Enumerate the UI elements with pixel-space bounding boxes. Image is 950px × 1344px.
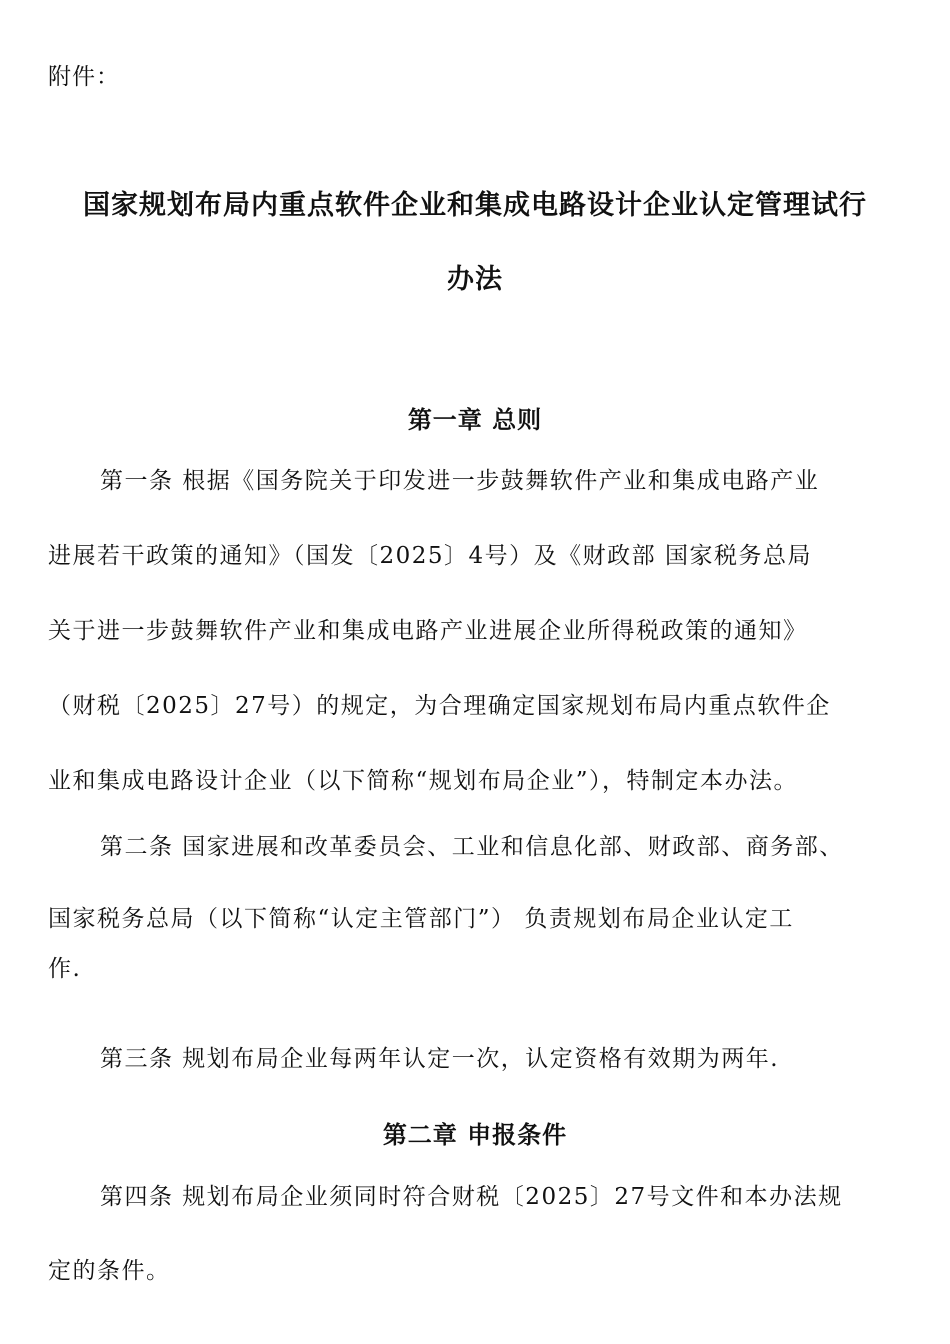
document-title-line-2: 办法 [447, 264, 503, 295]
article-3-line-1: 第三条 规划布局企业每两年认定一次，认定资格有效期为两年. [100, 1046, 780, 1072]
article-1-line-2: 进展若干政策的通知》（国发〔2025〕4号）及《财政部 国家税务总局 [48, 543, 812, 569]
attachment-label: 附件： [48, 64, 120, 90]
chapter-1-heading: 第一章 总则 [407, 406, 543, 434]
article-2-line-3: 作. [48, 956, 82, 982]
article-1-line-5: 业和集成电路设计企业（以下简称“规划布局企业”），特制定本办法。 [48, 768, 799, 794]
article-1-line-3: 关于进一步鼓舞软件产业和集成电路产业进展企业所得税政策的通知》 [48, 618, 808, 644]
article-4-line-2: 定的条件。 [48, 1258, 171, 1284]
article-4-line-1: 第四条 规划布局企业须同时符合财税〔2025〕27号文件和本办法规 [100, 1184, 843, 1210]
article-1-line-1: 第一条 根据《国务院关于印发进一步鼓舞软件产业和集成电路产业 [100, 468, 820, 494]
chapter-2-heading: 第二章 申报条件 [382, 1121, 568, 1149]
article-1-line-4: （财税〔2025〕27号）的规定，为合理确定国家规划布局内重点软件企 [48, 693, 831, 719]
article-2-line-2: 国家税务总局（以下简称“认定主管部门”） 负责规划布局企业认定工 [48, 906, 794, 932]
document-title-line-1: 国家规划布局内重点软件企业和集成电路设计企业认定管理试行 [83, 190, 867, 221]
article-2-line-1: 第二条 国家进展和改革委员会、工业和信息化部、财政部、商务部、 [100, 834, 844, 860]
